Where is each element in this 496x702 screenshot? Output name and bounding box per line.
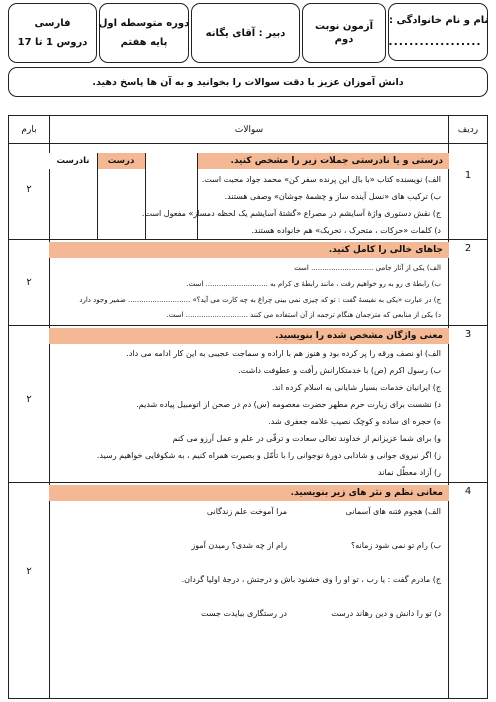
teacher-name: دبیر : آقای یگانه [205,27,286,39]
verse-line: الف) هجوم فتنه های آسمانی [345,507,441,516]
statement-line: ب) ترکیب های «نسل آینده ساز و چشمهٔ جوشان» وصفی هستند. [224,192,441,201]
question-number: 1 [464,170,472,181]
student-name-label: نام و نام خانوادگی : [389,15,489,27]
vocabulary-line: ج) ایرانیان خدمات بسیار شایانی به اسلام کرده اند. [271,383,441,392]
question-title: جاهای خالی را کامل کنید. [49,242,449,258]
subject-box [8,3,97,63]
question-title: معنی واژگان مشخص شده را بنویسید. [49,328,449,344]
exam-title: آزمون نوبت [314,21,374,32]
instruction-text: دانش آموزان عزیز با دقت سوالات را بخوانید و به آن ها پاسخ دهید. [92,76,404,88]
exam-box [302,3,386,63]
verse-line: ب) رام تو نمی شود زمانه؟ [350,541,441,550]
verse-line: مرا آموخت علم زندگانی [206,507,287,516]
header-mark: بارم [21,124,37,135]
verse-line: رام از چه شدی؟ رمیدن آموز [191,541,287,550]
level-box [99,3,189,63]
row-divider [9,239,487,240]
vocabulary-line: ب) رسول اکرم (ص) با خدمتکارانش رأفت و عطوفت داشت. [238,366,441,375]
fill-blank-line: د) یکی از منابعی که مترجمان هنگام ترجمه از آن استفاده می کنند ............................ است. [166,311,441,319]
question-mark: ۲ [26,394,32,405]
teacher-box [191,3,300,63]
row-divider [9,143,487,144]
vocabulary-line: و) برای شما عزیزانم از خداوند تعالی سعادت و ترقّی در علم و عمل آرزو می کنم [172,434,441,443]
true-false-divider [145,153,146,239]
vocabulary-line: ز) اگر نیروی جوانی و شادابی دورهٔ نوجوانی را با تأمّل و بصیرت همراه کنیم ، به شکوفایی خواهیم رسید. [96,451,441,460]
column-divider [49,116,50,698]
statement-line: د) کلمات «حرکات ، متحرک ، تحریک» هم خانواده هستند. [251,226,441,235]
row-divider [9,325,487,326]
prose-line: ج) مادرم گفت : یا رب ، تو او را وی خشنود باش و درجتش ، درجهٔ اولیا گردان. [181,575,441,584]
student-name-blank: .................. [388,35,482,49]
vocabulary-line: ه) حجره ای ساده و کوچک نصیب علامه جعفری شد. [268,417,441,426]
vocabulary-line: د) نشست برای زیارت حرم مطهر حضرت معصومه (س) دم در صحن از اتومبیل پیاده شدیم. [136,400,441,409]
column-divider [448,116,449,698]
exam-term: دوم [334,34,354,45]
vocabulary-line: ر) آزاد معطّل نماند [378,468,441,477]
question-mark: ۲ [26,566,32,577]
header-questions: سوالات [234,124,264,135]
statement-line: ج) نقش دستوری واژهٔ آسایشم در مصراع «گشتهٔ آسایشم یک لحظه دمساز» مفعول است. [141,209,441,218]
question-title: درستی و یا نادرستی جملات زیر را مشخص کنید. [197,153,449,169]
question-mark: ۲ [26,277,32,288]
fill-blank-line: ب) رابطهٔ ی رو به رو خواهیم رفت ، مانند رابطهٔ ی کرام به ............................ است. [186,280,441,288]
question-mark: ۲ [26,184,32,195]
row-divider [9,482,487,483]
true-false-divider [97,153,98,239]
statement-line: الف) نویسنده کتاب «با بال این پرنده سفر کن» محمد جواد محبت است. [201,175,441,184]
fill-blank-line: ج) در عبارت «یکی به نفیسهٔ گفت : تو که چیزی نمی بینی چراغ به چه کارت می آید؟» ............................ ضمیر وجود دارد [79,296,441,304]
vocabulary-line: الف) او نصف ورقه را پر کرده بود و هنوز هم با اراده و سماجت عجیبی به این کار ادامه می داد. [126,349,441,358]
subject-name: فارسی [34,18,71,29]
false-label: نادرست [49,153,97,169]
instruction-box [8,67,488,97]
question-title: معانی نظم و نثر های زیر بنویسید. [49,485,449,501]
level-title: دوره متوسطه اول [98,18,190,29]
question-number: 4 [464,486,472,497]
verse-line: د) تو را دانش و دین رهاند درست [331,609,441,618]
question-table [8,115,488,699]
level-grade: پایه هفتم [120,37,168,48]
true-label: درست [97,153,145,169]
question-number: 2 [464,243,472,254]
verse-line: در رستگاری ببایدت جست [201,609,287,618]
fill-blank-line: الف) یکی از آثار جامی ............................ است [294,264,441,272]
header-row-number: ردیف [457,124,479,135]
true-false-divider [197,153,198,239]
question-number: 3 [464,329,472,340]
student-name-box [388,3,488,61]
lessons-range: دروس 1 تا 17 [17,37,88,48]
